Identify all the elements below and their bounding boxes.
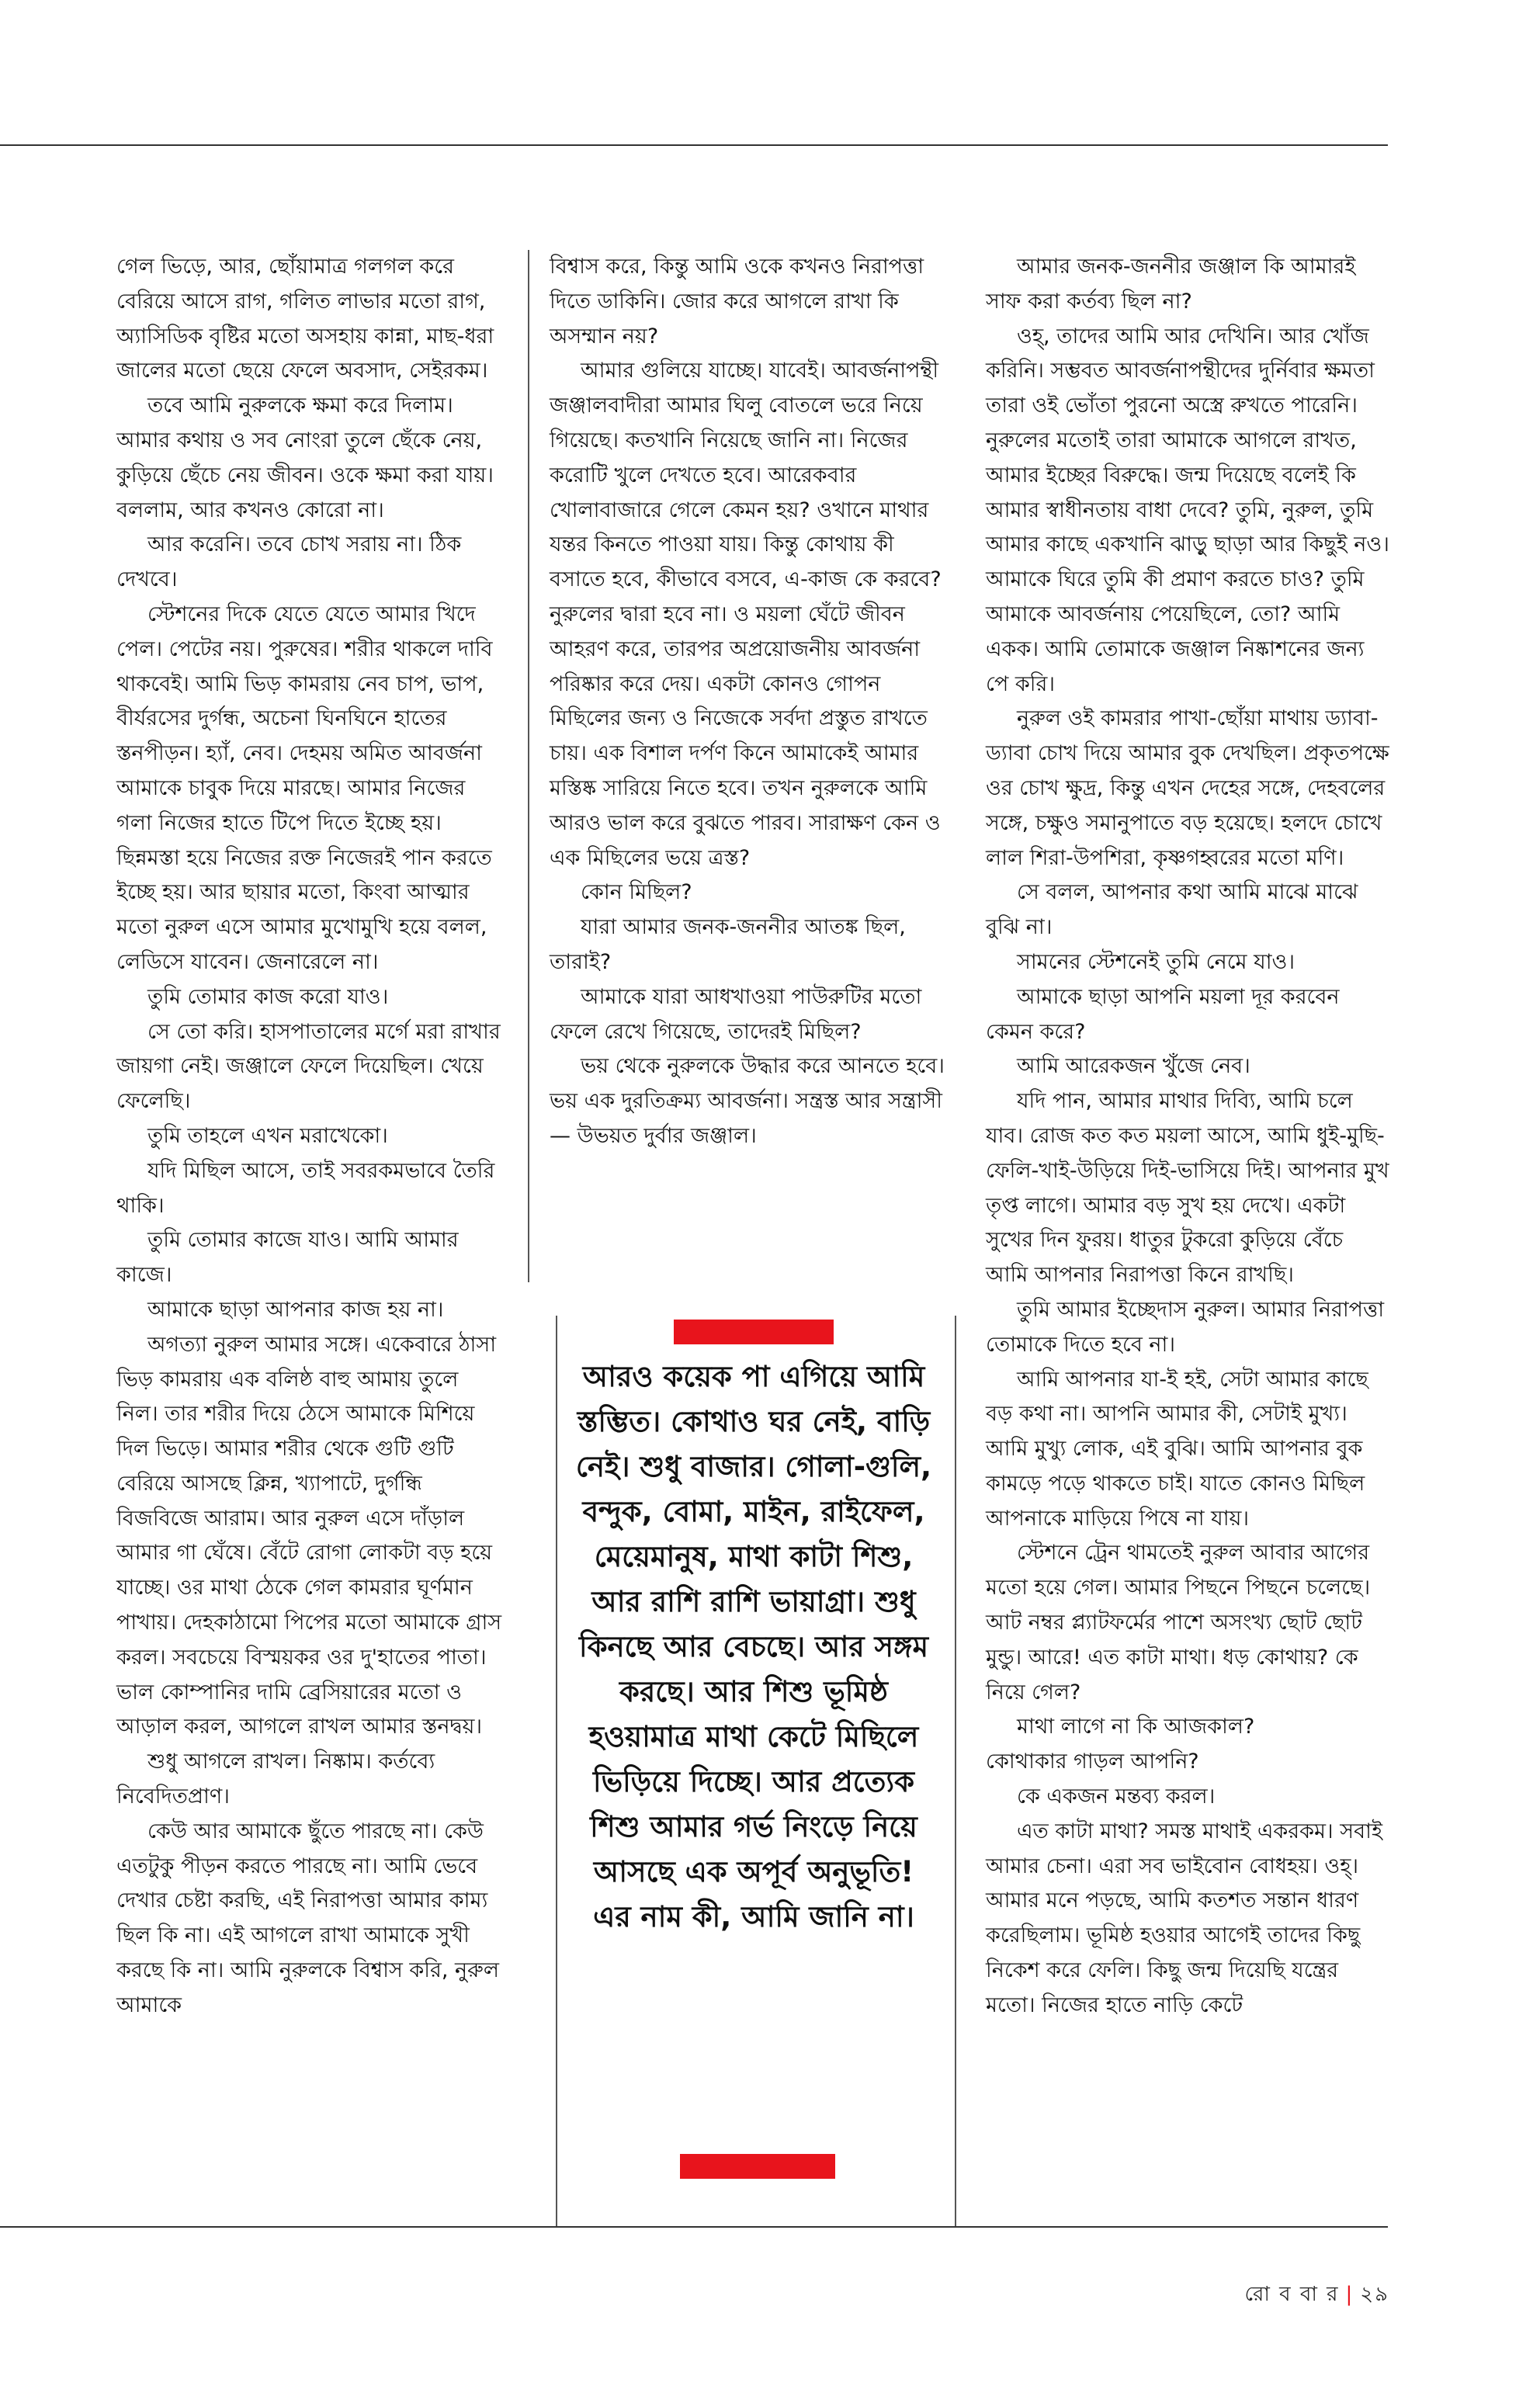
paragraph: তুমি তোমার কাজে যাও। আমি আমার কাজে। [116, 1228, 459, 1288]
paragraph: যদি মিছিল আসে, তাই সবরকমভাবে তৈরি থাকি। [116, 1158, 495, 1218]
paragraph: আমার গুলিয়ে যাচ্ছে। যাবেই। আবর্জনাপন্থী জঞ্জালবাদীরা আমার ঘিলু বোতলে ভরে নিয়ে গিয়েছে। কতখানি নিয়েছে জানি না। নিজের করোটি খুলে দেখতে হবে। আরেকবার খোলাবাজারে গেলে কেমন হয়? ওখানে মাথার যন্তর কিনতে পাওয়া যায়। কিন্তু কোথায় কী বসাতে হবে, কীভাবে বসবে, এ-কাজ কে করবে? নুরুলের দ্বারা হবে না। ও ময়লা ঘেঁটে জীবন আহরণ করে, তারপর অপ্রয়োজনীয় আবর্জনা পরিষ্কার করে দেয়। একটা কোনও গোপন মিছিলের জন্য ও নিজেকে সর্বদা প্রস্তুত রাখতে চায়। এক বিশাল দর্পণ কিনে আমাকেই আমার মস্তিষ্ক সারিয়ে নিতে হবে। তখন নুরুলকে আমি আরও ভাল করে বুঝতে পারব। সারাক্ষণ কেন ও এক মিছিলের ভয়ে ত্রস্ত? [550, 359, 942, 870]
paragraph: আর করেনি। তবে চোখ সরায় না। ঠিক দেখবে। [116, 532, 462, 592]
paragraph: আমাকে ছাড়া আপনার কাজ হয় না। [147, 1297, 444, 1322]
paragraph: আমাকে ছাড়া আপনি ময়লা দূর করবেন কেমন করে? [986, 984, 1340, 1044]
paragraph: মাথা লাগে না কি আজকাল? [1017, 1715, 1255, 1739]
paragraph: স্টেশনের দিকে যেতে যেতে আমার খিদে পেল। পেটের নয়। পুরুষের। শরীর থাকলে দাবি থাকবেই। আমি ভিড় কামরায় নেব চাপ, ভাপ, বীর্যরসের দুর্গন্ধ, অচেনা ঘিনঘিনে হাতের স্তনপীড়ন। হ্যাঁ, নেব। দেহময় অমিত আবর্জনা আমাকে চাবুক দিয়ে মারছে। আমার নিজের গলা নিজের হাতে টিপে দিতে ইচ্ছে হয়। ছিন্নমস্তা হয়ে নিজের রক্ত নিজেরই পান করতে ইচ্ছে হয়। আর ছায়ার মতো, কিংবা আত্মার মতো নুরুল এসে আমার মুখোমুখি হয়ে বলল, লেডিসে যাবেন। জেনারেলে না। [116, 602, 493, 974]
paragraph: সে বলল, আপনার কথা আমি মাঝে মাঝে বুঝি না। [986, 880, 1358, 940]
paragraph: যারা আমার জনক-জননীর আতঙ্ক ছিল, তারাই? [550, 915, 906, 974]
page-folio [1244, 2278, 1389, 2312]
paragraph: সামনের স্টেশনেই তুমি নেমে যাও। [1017, 949, 1295, 974]
page-number: ২৯ [1360, 2283, 1389, 2306]
paragraph: আমি আরেকজন খুঁজে নেব। [1017, 1054, 1250, 1079]
paragraph: গেল ভিড়ে, আর, ছোঁয়ামাত্র গলগল করে বেরিয়ে আসে রাগ, গলিত লাভার মতো রাগ, অ্যাসিডিক বৃষ্টির মতো অসহায় কান্না, মাছ-ধরা জালের মতো ছেয়ে ফেলে অবসাদ, সেইরকম। [116, 255, 494, 383]
column-divider-1 [528, 250, 529, 1282]
paragraph: অগত্যা নুরুল আমার সঙ্গে। একেবারে ঠাসা ভিড় কামরায় এক বলিষ্ঠ বাহু আমায় তুলে নিল। তার শরীর দিয়ে ঠেসে আমাকে মিশিয়ে দিল ভিড়ে। আমার শরীর থেকে গুটি গুটি বেরিয়ে আসছে ক্লিন্ন, খ্যাপাটে, দুর্গন্ধি বিজবিজে আরাম। আর নুরুল এসে দাঁড়াল আমার গা ঘেঁষে। বেঁটে রোগা লোকটা বড় হয়ে যাচ্ছে। ওর মাথা ঠেকে গেল কামরার ঘূর্ণমান পাখায়। দেহকাঠামো পিপের মতো আমাকে গ্রাস করল। সবচেয়ে বিস্ময়কর ওর দু'হাতের পাতা। ভাল কোম্পানির দামি ব্রেসিয়ারের মতো ও আড়াল করল, আগলে রাখল আমার স্তনদ্বয়। [116, 1332, 502, 1739]
paragraph: কোন মিছিল? [581, 880, 692, 905]
column-3 [986, 250, 1389, 2024]
column-1 [116, 250, 505, 2024]
paragraph: স্টেশনে ট্রেন থামতেই নুরুল আবার আগের মতো হয়ে গেল। আমার পিছনে পিছনে চলেছে। আট নম্বর প্ল্যাটফর্মের পাশে অসংখ্য ছোট ছোট মুন্ডু। আরে! এত কাটা মাথা। ধড় কোথায়? কে নিয়ে গেল? [986, 1541, 1371, 1705]
paragraph: তুমি আমার ইচ্ছেদাস নুরুল। আমার নিরাপত্তা তোমাকে দিতে হবে না। [986, 1297, 1385, 1357]
pull-quote-top-bar [674, 1320, 834, 1344]
paragraph: কে একজন মন্তব্য করল। [1017, 1784, 1216, 1809]
paragraph: নুরুল ওই কামরার পাখা-ছোঁয়া মাথায় ড্যাবা-ড্যাবা চোখ দিয়ে আমার বুক দেখছিল। প্রকৃতপক্ষে ওর চোখ ক্ষুদ্র, কিন্তু এখন দেহের সঙ্গে, দেহবলের সঙ্গে, চক্ষুও সমানুপাতে বড় হয়েছে। হলদে চোখে লাল শিরা-উপশিরা, কৃষ্ণগহ্বরের মতো মণি। [986, 706, 1389, 870]
paragraph: কোথাকার গাড়ল আপনি? [986, 1750, 1199, 1774]
top-rule [0, 144, 1388, 146]
column-2 [550, 250, 953, 1154]
paragraph: ভয় থেকে নুরুলকে উদ্ধার করে আনতে হবে। ভয় এক দুরতিক্রম্য আবর্জনা। সন্ত্রস্ত আর সন্ত্রাসী— উভয়ত দুর্বার জঞ্জাল। [550, 1054, 945, 1148]
paragraph: সে তো করি। হাসপাতালের মর্গে মরা রাখার জায়গা নেই। জঞ্জালে ফেলে দিয়েছিল। খেয়ে ফেলেছি। [116, 1019, 501, 1114]
column-divider-2 [955, 1316, 956, 2228]
pull-quote-text: আরও কয়েক পা এগিয়ে আমি স্তম্ভিত। কোথাও ঘর নেই, বাড়ি নেই। শুধু বাজার। গোলা-গুলি, বন্দুক, বোমা, মাইন, রাইফেল, মেয়েমানুষ, মাথা কাটা শিশু, আর রাশি রাশি ভায়াগ্রা। শুধু কিনছে আর বেচছে। আর সঙ্গম করছে। আর শিশু ভূমিষ্ঠ হওয়ামাত্র মাথা কেটে মিছিলে ভিড়িয়ে দিচ্ছে। আর প্রত্যেক শিশু আমার গর্ভ নিংড়ে নিয়ে আসছে এক অপূর্ব অনুভূতি! এর নাম কী, আমি জানি না। [575, 1360, 932, 1933]
paragraph: বিশ্বাস করে, কিন্তু আমি ওকে কখনও নিরাপত্তা দিতে ডাকিনি। জোর করে আগলে রাখা কি অসম্মান নয়? [550, 255, 924, 349]
paragraph: তবে আমি নুরুলকে ক্ষমা করে দিলাম। আমার কথায় ও সব নোংরা তুলে ছেঁকে নেয়, কুড়িয়ে ছেঁচে নেয় জীবন। ওকে ক্ষমা করা যায়। বললাম, আর কখনও কোরো না। [116, 394, 494, 522]
paragraph: আমি আপনার যা-ই হই, সেটা আমার কাছে বড় কথা না। আপনি আমার কী, সেটাই মুখ্য। আমি মুখ্যু লোক, এই বুঝি। আমি আপনার বুক কামড়ে পড়ে থাকতে চাই। যাতে কোনও মিছিল আপনাকে মাড়িয়ে পিষে না যায়। [986, 1367, 1368, 1531]
paragraph: এত কাটা মাথা? সমস্ত মাথাই একরকম। সবাই আমার চেনা। এরা সব ভাইবোন বোধহয়। ওহ্। আমার মনে পড়ছে, আমি কতশত সন্তান ধারণ করেছিলাম। ভূমিষ্ঠ হওয়ার আগেই তাদের কিছু নিকেশ করে ফেলি। কিছু জন্ম দিয়েছি যন্ত্রের মতো। নিজের হাতে নাড়ি কেটে [986, 1819, 1383, 2017]
paragraph: কেউ আর আমাকে ছুঁতে পারছে না। কেউ এতটুকু পীড়ন করতে পারছে না। আমি ভেবে দেখার চেষ্টা করছি, এই নিরাপত্তা আমার কাম্য ছিল কি না। এই আগলে রাখা আমাকে সুখী করছে কি না। আমি নুরুলকে বিশ্বাস করি, নুরুল আমাকে [116, 1819, 499, 2017]
bottom-rule [0, 2226, 1388, 2228]
paragraph: শুধু আগলে রাখল। নিষ্কাম। কর্তব্যে নিবেদিতপ্রাণ। [116, 1750, 435, 1809]
folio-separator: | [1345, 2283, 1354, 2306]
pull-quote-bottom-bar [680, 2154, 835, 2179]
paragraph: যদি পান, আমার মাথার দিব্যি, আমি চলে যাব। রোজ কত কত ময়লা আসে, আমি ধুই-মুছি-ফেলি-খাই-উড়িয়ে দিই-ভাসিয়ে দিই। আপনার মুখ তৃপ্ত লাগে। আমার বড় সুখ হয় দেখে। একটা সুখের দিন ফুরয়। ধাতুর টুকরো কুড়িয়ে বেঁচে আমি আপনার নিরাপত্তা কিনে রাখছি। [986, 1089, 1389, 1288]
paragraph: তুমি তাহলে এখন মরাখেকো। [147, 1123, 388, 1148]
paragraph: তুমি তোমার কাজ করো যাও। [147, 984, 389, 1009]
magazine-name: রো ব বা র [1244, 2283, 1340, 2306]
paragraph: আমার জনক-জননীর জঞ্জাল কি আমারই সাফ করা কর্তব্য ছিল না? [986, 255, 1356, 314]
paragraph: ওহ্, তাদের আমি আর দেখিনি। আর খোঁজ করিনি। সম্ভবত আবর্জনাপন্থীদের দুর্নিবার ক্ষমতা তারা ওই ভোঁতা পুরনো অস্ত্রে রুখতে পারেনি। নুরুলের মতোই তারা আমাকে আগলে রাখত, আমার ইচ্ছের বিরুদ্ধে। জন্ম দিয়েছে বলেই কি আমার স্বাধীনতায় বাধা দেবে? তুমি, নুরুল, তুমি আমার কাছে একখানি ঝাড়ু ছাড়া আর কিছুই নও। আমাকে ঘিরে তুমি কী প্রমাণ করতে চাও? তুমি আমাকে আবর্জনায় পেয়েছিলে, তো? আমি একক। আমি তোমাকে জঞ্জাল নিষ্কাশনের জন্য পে করি। [986, 324, 1389, 696]
paragraph: আমাকে যারা আধখাওয়া পাউরুটির মতো ফেলে রেখে গিয়েছে, তাদেরই মিছিল? [550, 984, 922, 1044]
